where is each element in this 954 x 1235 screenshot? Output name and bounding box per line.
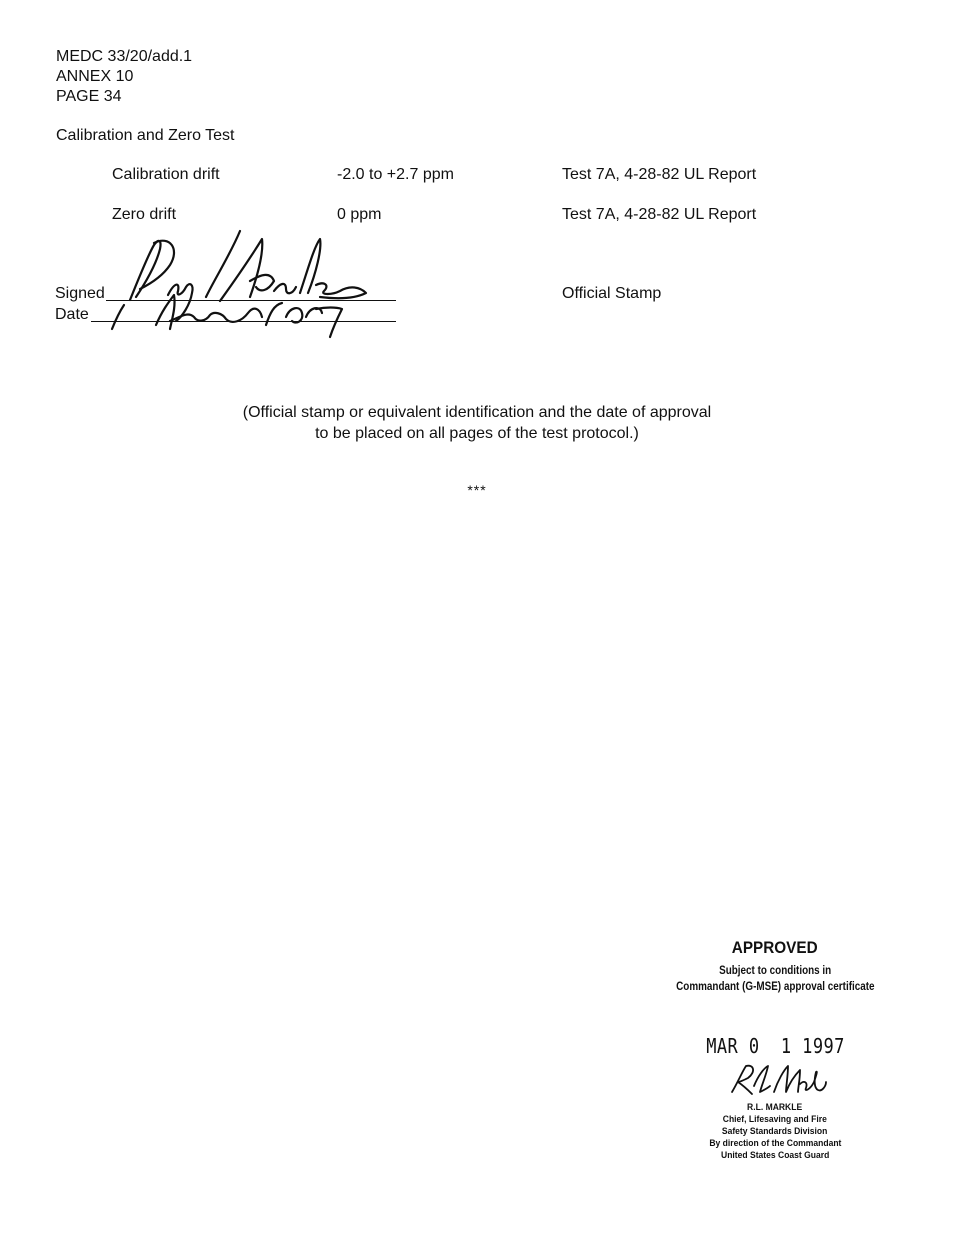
document-id: MEDC 33/20/add.1 [56, 48, 193, 65]
row-label: Zero drift [112, 206, 177, 223]
approver-title-4 [650, 1145, 900, 1163]
approver-signature-icon [728, 1062, 828, 1098]
approval-condition-2 [640, 977, 910, 995]
row-reference: Test 7A, 4-28-82 UL Report [562, 166, 757, 183]
approver-title-2-text: Safety Standards Division [722, 1126, 828, 1137]
row-value: 0 ppm [337, 206, 382, 223]
approved-heading-text: APPROVED [732, 938, 818, 957]
separator: *** [467, 482, 487, 498]
approval-condition-1-text: Subject to conditions in [718, 965, 832, 977]
row-reference: Test 7A, 4-28-82 UL Report [562, 206, 757, 223]
approval-date-text: MAR 0 1 1997 [706, 1034, 846, 1058]
date-label: Date [55, 306, 89, 323]
row-value: -2.0 to +2.7 ppm [337, 166, 454, 183]
approver-title-3-text: By direction of the Commandant [708, 1138, 842, 1149]
approved-heading [650, 938, 900, 958]
approval-date [676, 1034, 876, 1058]
approver-name-text: R.L. MARKLE [747, 1102, 803, 1113]
annex-label: ANNEX 10 [56, 68, 134, 85]
page-number: PAGE 34 [56, 88, 122, 105]
row-label: Calibration drift [112, 166, 220, 183]
handwritten-signature-icon [110, 225, 380, 340]
approver-title-4-text: United States Coast Guard [720, 1150, 830, 1161]
note-line-1: (Official stamp or equivalent identification and the date of approval [242, 404, 712, 421]
approver-title-1-text: Chief, Lifesaving and Fire [722, 1114, 828, 1125]
approval-condition-2-text: Commandant (G-MSE) approval certificate [675, 981, 875, 993]
official-stamp-label: Official Stamp [562, 285, 662, 302]
signed-label: Signed [55, 285, 105, 302]
section-title: Calibration and Zero Test [56, 127, 235, 144]
note-line-2: to be placed on all pages of the test protocol.) [315, 425, 639, 442]
